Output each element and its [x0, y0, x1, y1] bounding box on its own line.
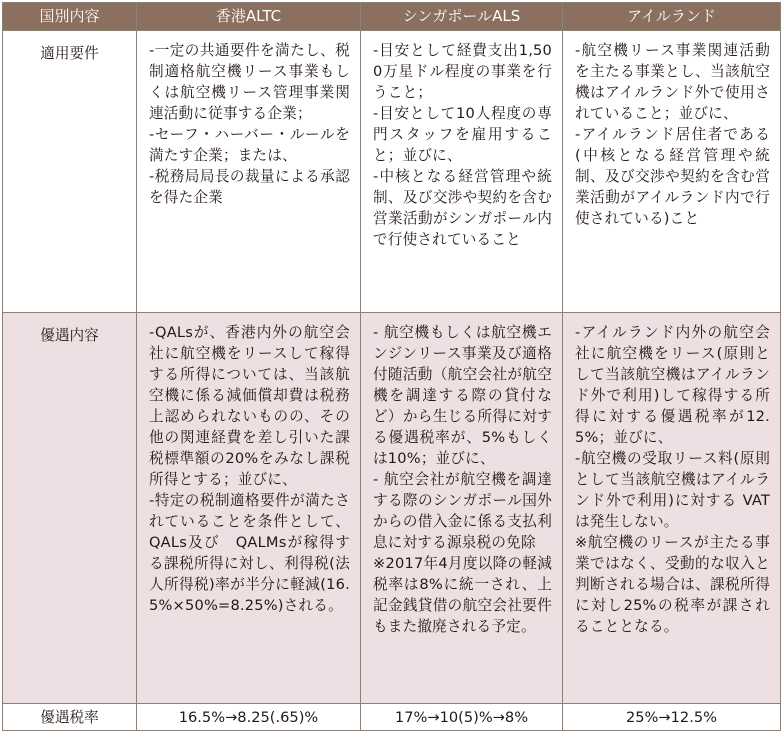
header-row	[3, 3, 781, 31]
requirements-ie-cell	[563, 31, 781, 313]
benefits-hk-cell	[137, 313, 361, 704]
benefits-sg-item: ※2017年4月度以降の軽減税率は8%に統一され、上記金銭貸借の航空会社要件もまた撤廃される予定。	[373, 555, 552, 635]
requirements-hk-item: -税務局局長の裁量による承認を得た企業	[149, 168, 350, 206]
rate-label: 優遇税率	[3, 704, 137, 731]
rate-ie: 25%→12.5%	[563, 704, 781, 731]
benefits-ie-item: ※航空機のリースが主たる事業ではなく、受動的な収入と判断される場合は、課税所得に対し25%の税率が課されることとなる。	[575, 534, 770, 635]
comparison-table	[2, 2, 781, 731]
header-hong-kong: 香港ALTC	[137, 3, 361, 31]
requirements-sg-item: -中核となる経営管理や統制、及び交渉や契約を含む営業活動がシンガポール内で行使されていること	[373, 168, 552, 248]
requirements-row	[3, 31, 781, 313]
header-singapore: シンガポールALS	[361, 3, 563, 31]
requirements-sg-cell	[361, 31, 563, 313]
benefits-sg-item: - 航空機もしくは航空機エンジンリース事業及び適格付随活動（航空会社が航空機を調達する際の貸付など）から生じる所得に対する優遇税率が、5%もしくは10%；並びに、	[373, 324, 552, 467]
rate-sg: 17%→10(5)%→8%	[361, 704, 563, 731]
requirements-sg-item: -目安として経費支出1,500万星ドル程度の事業を行うこと；	[373, 42, 552, 101]
requirements-hk-item: -セーフ・ハーバー・ルールを満たす企業；または、	[149, 126, 350, 164]
benefits-ie-cell	[563, 313, 781, 704]
requirements-hk-item: -一定の共通要件を満たし、税制適格航空機リース事業もしくは航空機リース管理事業関連活動に従事する企業；	[149, 42, 350, 122]
requirements-sg-item: -目安として10人程度の専門スタッフを雇用すること；並びに、	[373, 105, 552, 164]
header-category: 国別内容	[3, 3, 137, 31]
rate-row	[3, 704, 781, 731]
header-ireland: アイルランド	[563, 3, 781, 31]
benefits-ie-item: -アイルランド内外の航空会社に航空機をリース(原則として当該航空機はアイルランド外で利用)して稼得する所得に対する優遇税率が12.5%；並びに、	[575, 324, 770, 446]
benefits-sg-cell	[361, 313, 563, 704]
benefits-row	[3, 313, 781, 704]
benefits-sg-item: - 航空会社が航空機を調達する際のシンガポール国外からの借入金に係る支払利息に対する源泉税の免除	[373, 471, 552, 551]
benefits-ie-item: -航空機の受取リース料(原則として当該航空機はアイルランド外で利用)に対する VATは発生しない。	[575, 450, 770, 530]
benefits-hk-item: -QALsが、香港内外の航空会社に航空機をリースして稼得する所得については、当該航空機に係る減価償却費は税務上認められないものの、その他の関連経費を差し引いた課税標準額の20%をみなし課税所得とする；並びに、	[149, 324, 350, 488]
requirements-ie-item: -アイルランド居住者である(中核となる経営管理や統制、及び交渉や契約を含む営業活動がアイルランド内で行使されている)こと	[575, 126, 770, 227]
rate-hk: 16.5%→8.25(.65)%	[137, 704, 361, 731]
benefits-label: 優遇内容	[3, 313, 137, 704]
requirements-hk-cell	[137, 31, 361, 313]
benefits-hk-item: -特定の税制適格要件が満たされていることを条件として、QALs及び QALMsが稼得する課税所得に対し、利得税(法人所得税)率が半分に軽減(16.5%×50%=8.25%)される。	[149, 492, 350, 614]
requirements-ie-item: -航空機リース事業関連活動を主たる事業とし、当該航空機はアイルランド外で使用されていること；並びに、	[575, 42, 770, 122]
requirements-label: 適用要件	[3, 31, 137, 313]
